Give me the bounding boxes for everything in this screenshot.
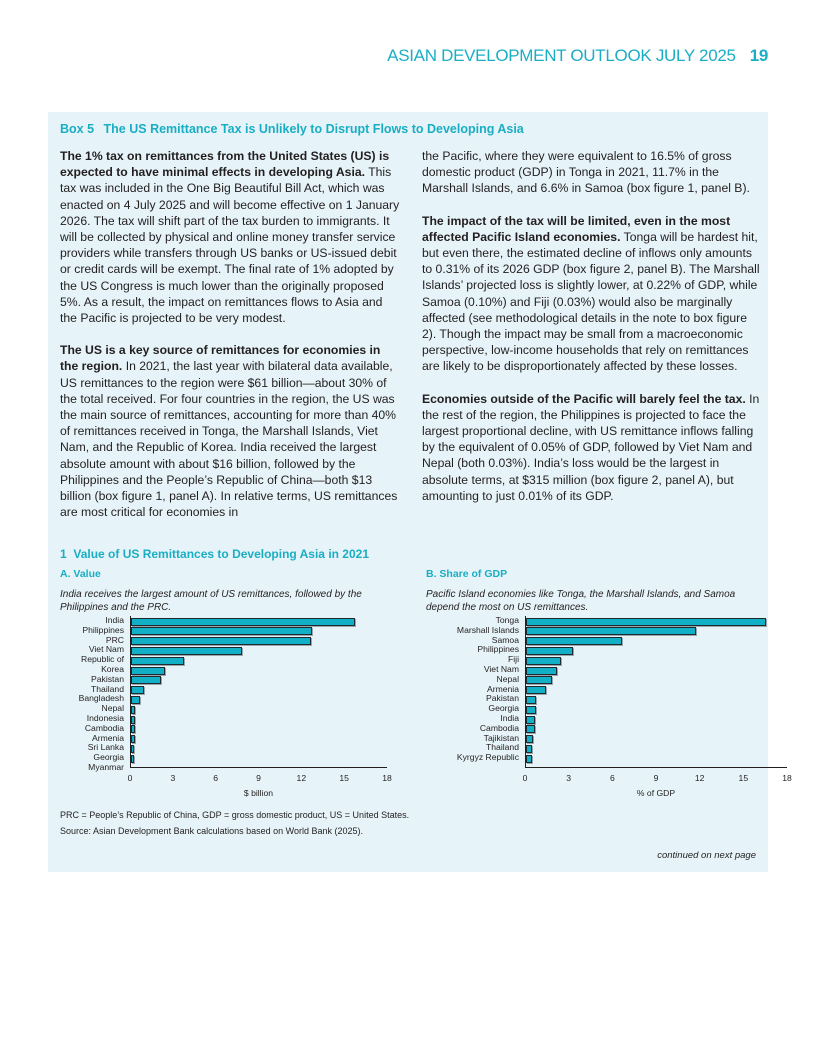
x-tick-label: 3 [170, 773, 176, 783]
bar [526, 706, 536, 714]
publication-title: ASIAN DEVELOPMENT OUTLOOK JULY 2025 [387, 46, 736, 65]
category-label: Thailand [91, 683, 124, 694]
bar [131, 667, 165, 675]
paragraph [422, 213, 764, 375]
figure-title [60, 547, 369, 561]
abbreviations-note: PRC = People’s Republic of China, GDP = gross domestic product, US = United States. [60, 810, 410, 820]
bar-chart-share-of-gdp [426, 615, 792, 798]
x-tick-label: 18 [382, 773, 392, 783]
bar [526, 696, 536, 704]
category-label: Cambodia [479, 722, 519, 733]
panel-b-subtitle: Pacific Island economies like Tonga, the Marshall Islands, and Samoa depend the most on US remittances. [426, 589, 736, 613]
category-label: Cambodia [84, 722, 124, 733]
figure-number: 1 [60, 547, 67, 561]
panel-a-title: A. Value [60, 568, 101, 580]
bar [131, 618, 355, 626]
category-label: Thailand [486, 742, 519, 753]
plot-area [522, 616, 792, 807]
category-label: Bangladesh [78, 693, 124, 704]
paragraph-lead: The 1% tax on remittances from the United States (US) is expected to have minimal effects in developing Asia. [60, 149, 390, 180]
x-tick-label: 3 [566, 773, 572, 783]
bar [131, 676, 161, 684]
panel-b [426, 568, 792, 798]
bar [526, 735, 533, 743]
bar [131, 627, 312, 635]
bar [131, 716, 135, 724]
category-label: Myanmar [88, 761, 124, 772]
category-label: Kyrgyz Republic [456, 752, 519, 763]
figure-heading: Value of US Remittances to Developing Asia in 2021 [73, 547, 370, 561]
paragraph [422, 148, 764, 197]
x-tick-label: 12 [296, 773, 307, 783]
category-label: Armenia [92, 732, 124, 743]
bar [526, 745, 532, 753]
bar [131, 647, 242, 655]
paragraph-body: In the rest of the region, the Philippines is projected to face the largest proportional decline, with US remittance inflows falling by the equivalent of 0.05% of GDP, followed by Viet Nam and Nepal (both 0.03%). India’s loss would be the largest in absolute terms, at $315 million (box figure 2, panel A), but amounting to just 0.01% of its GDP. [422, 391, 760, 503]
paragraph-body: This tax was included in the One Big Beautiful Bill Act, which was enacted on 4 July 2025 and will become effective on 1 January 2026. The tax will shift part of the tax burden to immigrants. It will be collected by physical and online money transfer service providers while transfers through US banks or US-issued debit or credit cards will be exempt. The final rate of 1% adopted by the US Congress is much lower than the originally proposed 5%. As a result, the impact on remittances flows to Asia and the Pacific is projected to be very modest. [60, 165, 400, 326]
bar [131, 686, 144, 694]
x-axis-label: % of GDP [636, 788, 676, 798]
box-title [60, 122, 524, 136]
x-tick-label: 6 [609, 773, 615, 783]
category-label: Nepal [101, 703, 124, 714]
category-label: India [105, 615, 124, 625]
page-number: 19 [749, 46, 768, 65]
category-label: Philippines [477, 644, 519, 655]
paragraph [60, 342, 402, 520]
bar [526, 725, 535, 733]
bar [526, 716, 535, 724]
paragraph-lead: The impact of the tax will be limited, even in the most affected Pacific Island economies. [422, 213, 731, 244]
category-label: Georgia [488, 703, 519, 714]
category-label: Republic of Korea [81, 654, 124, 674]
running-header [387, 46, 768, 66]
paragraph-lead: The US is a key source of remittances for economies in the region. [60, 343, 381, 374]
category-label: Marshall Islands [456, 624, 519, 635]
panel-a [60, 568, 405, 796]
category-label: Fiji [508, 654, 519, 665]
bar [526, 667, 557, 675]
category-label: Viet Nam [483, 663, 519, 674]
x-tick-label: 15 [339, 773, 349, 783]
x-tick-label: 12 [694, 773, 705, 783]
category-label: Tonga [495, 615, 519, 625]
plot-area [127, 616, 392, 807]
paragraph-body: In 2021, the last year with bilateral data available, US remittances to the region were $61 billion—about 30% of the total received. For four countries in the region, the US was the main source of remittances, accounting for more than 40% of remittances received in Tonga, the Marshall Islands, Viet Nam, and the Republic of Korea. India received the largest absolute amount with about $16 billion, followed by the Philippines and the People’s Republic of China—both $13 billion (box figure 1, panel A). In relative terms, US remittances are most critical for economies in [60, 359, 398, 520]
bar [131, 696, 140, 704]
bar [131, 657, 184, 665]
category-label: PRC [105, 634, 124, 645]
category-label: Viet Nam [88, 644, 124, 655]
figure-notes [60, 807, 409, 839]
bar [526, 647, 573, 655]
x-axis [525, 767, 787, 768]
right-column [422, 148, 764, 520]
panel-a-subtitle: India receives the largest amount of US remittances, followed by the Philippines and the PRC. [60, 589, 362, 613]
paragraph-body: the Pacific, where they were equivalent to 16.5% of gross domestic product (GDP) in Tonga in 2021, 11.7% in the Marshall Islands, and 6.6% in Samoa (box figure 1, panel B). [422, 149, 750, 196]
category-label: Sri Lanka [87, 742, 124, 753]
paragraph [60, 148, 402, 326]
category-label: India [500, 712, 519, 723]
bar [526, 755, 532, 763]
x-tick-label: 9 [256, 773, 261, 783]
bar [526, 637, 622, 645]
bar [131, 725, 135, 733]
paragraph-body: Tonga will be hardest hit, but even there, the estimated decline of inflows only amounts to 0.31% of its 2026 GDP (box figure 2, panel B). The Marshall Islands’ projected loss is slightly lower, at 0.22% of GDP, while Samoa (0.10%) and Fiji (0.03%) would also be marginally affected (see methodological details in the note to box figure 2). Though the impact may be small from a macroeconomic perspective, low-income households that rely on remittances are likely to be disproportionately affected by these losses. [422, 229, 760, 374]
category-label: Pakistan [91, 673, 124, 684]
panel-b-title: B. Share of GDP [426, 568, 508, 580]
x-axis [130, 767, 387, 768]
category-label: Georgia [93, 752, 124, 763]
category-label: Nepal [496, 673, 519, 684]
x-axis-label: $ billion [243, 788, 274, 798]
bar [131, 706, 135, 714]
box-5 [48, 112, 792, 872]
bar [526, 676, 552, 684]
category-label: Tajikistan [483, 732, 519, 743]
bar-chart-value [60, 616, 405, 796]
bar [526, 686, 546, 694]
x-tick-label: 0 [127, 773, 133, 783]
x-tick-label: 6 [213, 773, 219, 783]
bar [131, 755, 134, 763]
paragraph [422, 391, 764, 504]
category-labels [426, 616, 519, 763]
category-label: Samoa [491, 634, 519, 645]
category-label: Armenia [487, 683, 519, 694]
x-tick-label: 0 [522, 773, 528, 783]
bar [131, 637, 311, 645]
bar [526, 627, 696, 635]
bar [131, 745, 134, 753]
category-label: Pakistan [486, 693, 519, 704]
x-tick-label: 9 [653, 773, 659, 783]
category-label: Philippines [82, 624, 124, 635]
box-heading: The US Remittance Tax is Unlikely to Disrupt Flows to Developing Asia [103, 122, 524, 136]
bar [526, 618, 766, 626]
bar [526, 657, 561, 665]
paragraph-lead: Economies outside of the Pacific will barely feel the tax. [422, 391, 746, 406]
left-column [60, 148, 402, 536]
bar [131, 735, 135, 743]
continued-note: continued on next page [657, 850, 756, 861]
box-number: Box 5 [60, 122, 95, 136]
category-labels [60, 616, 124, 773]
x-tick-label: 15 [738, 773, 749, 783]
source-note: Source: Asian Development Bank calculations based on World Bank (2025). [60, 826, 364, 836]
x-tick-label: 18 [782, 773, 792, 783]
category-label: Indonesia [86, 712, 124, 723]
